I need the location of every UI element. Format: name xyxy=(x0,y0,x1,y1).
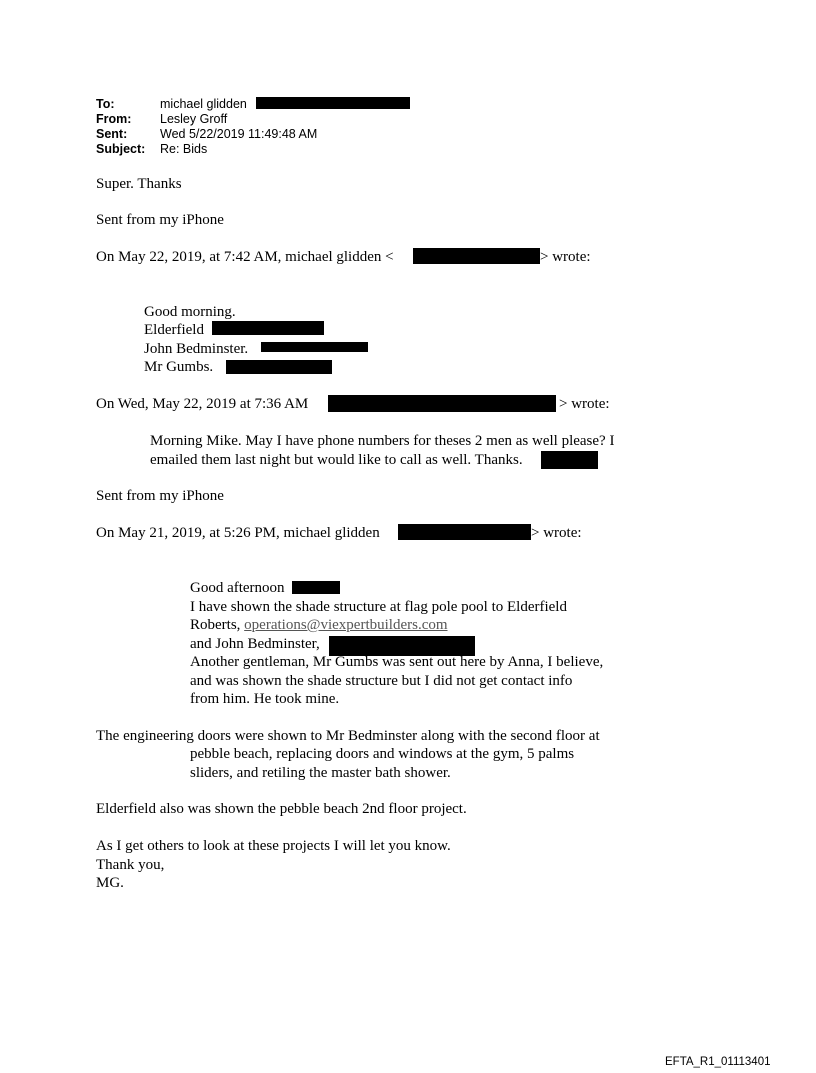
shown-line1: I have shown the shade structure at flag pole pool to Elderfield xyxy=(190,599,567,615)
morning-mike-line2: emailed them last night but would like to call as well. Thanks. xyxy=(150,452,523,468)
elderfield-pebble: Elderfield also was shown the pebble beach 2nd floor project. xyxy=(96,801,467,817)
header-to-label: To: xyxy=(96,97,115,111)
good-afternoon: Good afternoon xyxy=(190,580,285,596)
engineering-line1: The engineering doors were shown to Mr Bedminster along with the second floor at xyxy=(96,728,600,744)
header-subject-label: Subject: xyxy=(96,142,146,156)
header-sent-label: Sent: xyxy=(96,127,128,141)
morning-mike-line1: Morning Mike. May I have phone numbers for theses 2 men as well please? I xyxy=(150,433,615,449)
quote3-prefix: On May 21, 2019, at 5:26 PM, michael glidden xyxy=(96,525,380,541)
header-from-value: Lesley Groff xyxy=(160,112,228,126)
sent-from-iphone-2: Sent from my iPhone xyxy=(96,488,224,504)
quote3-suffix: > wrote: xyxy=(531,525,582,541)
header-subject-value: Re: Bids xyxy=(160,142,208,156)
quote2-suffix: > wrote: xyxy=(559,396,610,412)
quote2-prefix: On Wed, May 22, 2019 at 7:36 AM xyxy=(96,396,309,412)
as-i-get-others: As I get others to look at these projects I will let you know. xyxy=(96,838,451,854)
header-sent-value: Wed 5/22/2019 11:49:48 AM xyxy=(160,127,318,141)
quote1-suffix: > wrote: xyxy=(540,249,591,265)
redaction-bar xyxy=(292,581,340,594)
good-morning: Good morning. xyxy=(144,304,236,320)
redaction-bar xyxy=(328,395,556,412)
email-link[interactable]: operations@viexpertbuilders.com xyxy=(244,617,448,633)
redaction-bar xyxy=(413,248,540,264)
signature-mg: MG. xyxy=(96,875,124,891)
shown-line3: and John Bedminster, xyxy=(190,636,320,652)
redaction-bar xyxy=(212,321,324,335)
shown-line4: Another gentleman, Mr Gumbs was sent out here by Anna, I believe, xyxy=(190,654,604,670)
redaction-bar xyxy=(256,97,410,109)
bates-number: EFTA_R1_01113401 xyxy=(665,1056,771,1068)
sent-from-iphone: Sent from my iPhone xyxy=(96,212,224,228)
shown-line6: from him. He took mine. xyxy=(190,691,340,707)
elderfield: Elderfield xyxy=(144,322,204,338)
line-super: Super. Thanks xyxy=(96,176,182,192)
thank-you: Thank you, xyxy=(96,857,165,873)
john-bedminster: John Bedminster. xyxy=(144,341,249,357)
redaction-bar xyxy=(261,342,368,352)
shown-line2: Roberts, operations@viexpertbuilders.com xyxy=(190,617,448,633)
quote1-prefix: On May 22, 2019, at 7:42 AM, michael glidden < xyxy=(96,249,394,265)
redaction-bar xyxy=(541,451,598,469)
shown-line5: and was shown the shade structure but I did not get contact info xyxy=(190,673,573,689)
header-to-value: michael glidden xyxy=(160,97,247,111)
mr-gumbs: Mr Gumbs. xyxy=(144,359,214,375)
engineering-line2: pebble beach, replacing doors and windows at the gym, 5 palms xyxy=(190,746,575,762)
header-from-label: From: xyxy=(96,112,132,126)
redaction-bar xyxy=(398,524,531,540)
redaction-bar xyxy=(226,360,332,374)
engineering-line3: sliders, and retiling the master bath shower. xyxy=(190,765,451,781)
